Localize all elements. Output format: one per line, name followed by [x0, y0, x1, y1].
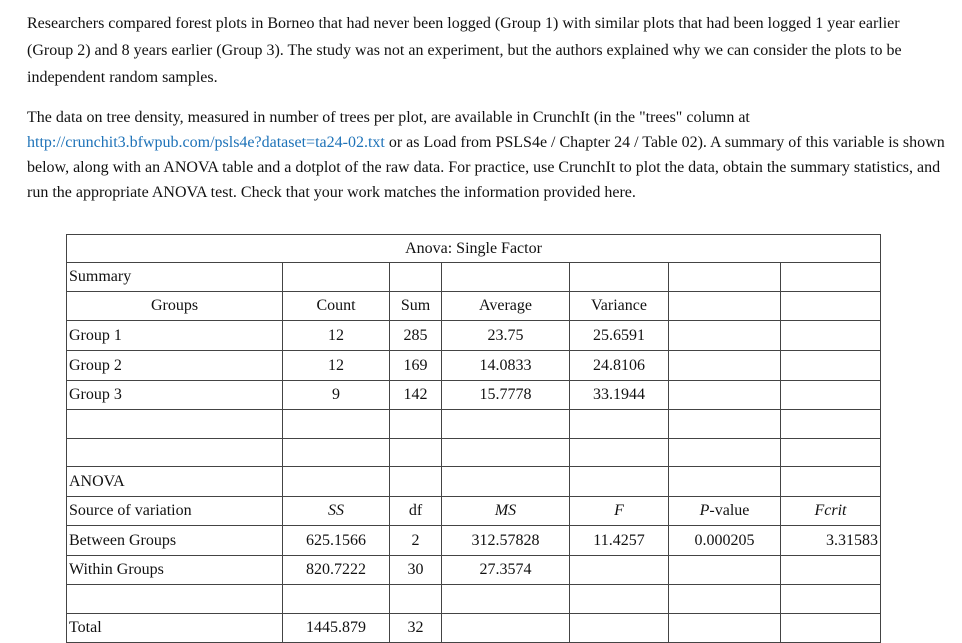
group-variance: 33.1944: [570, 381, 669, 410]
between-f: 11.4257: [570, 526, 669, 556]
sum-header: Sum: [390, 292, 442, 321]
group-name: Group 2: [67, 351, 283, 381]
anova-label-row: [67, 467, 881, 497]
anova-table: [66, 234, 881, 643]
within-ms: 27.3574: [442, 556, 570, 585]
count-header: Count: [283, 292, 390, 321]
f-header: F: [614, 502, 624, 519]
group-count: 12: [283, 351, 390, 381]
table-title-row: [67, 235, 881, 263]
df-header: df: [390, 497, 442, 526]
group-variance: 24.8106: [570, 351, 669, 381]
anova-header-row: [67, 497, 881, 526]
summary-label-row: [67, 263, 881, 292]
source-header: Source of variation: [67, 497, 283, 526]
between-p: 0.000205: [669, 526, 781, 556]
between-ms: 312.57828: [442, 526, 570, 556]
fcrit-header: Fcrit: [814, 502, 847, 519]
data-paragraph: [27, 105, 947, 205]
group-average: 23.75: [442, 321, 570, 351]
p-header-rest: -value: [709, 502, 750, 519]
table-row: [67, 321, 881, 351]
group-name: Group 3: [67, 381, 283, 410]
group-count: 12: [283, 321, 390, 351]
group-average: 14.0833: [442, 351, 570, 381]
within-df: 30: [390, 556, 442, 585]
average-header: Average: [442, 292, 570, 321]
table-row: [67, 556, 881, 585]
within-ss: 820.7222: [283, 556, 390, 585]
group-count: 9: [283, 381, 390, 410]
anova-label: ANOVA: [67, 467, 283, 497]
ss-header: SS: [328, 502, 344, 519]
group-sum: 285: [390, 321, 442, 351]
empty-row: [67, 410, 881, 439]
table-row: [67, 381, 881, 410]
table-row: [67, 351, 881, 381]
within-label: Within Groups: [67, 556, 283, 585]
variance-header: Variance: [570, 292, 669, 321]
total-label: Total: [67, 614, 283, 643]
p-value-header: [669, 497, 781, 526]
ms-header: MS: [494, 502, 517, 519]
summary-header-row: [67, 292, 881, 321]
intro-paragraph: Researchers compared forest plots in Borneo that had never been logged (Group 1) with similar plots that had been logged 1 year earlier (Group 2) and 8 years earlier (Group 3). The study was not an experiment, but the authors explained why we can consider the plots to be independent random samples.: [27, 15, 902, 86]
table-title: Anova: Single Factor: [67, 235, 881, 263]
between-label: Between Groups: [67, 526, 283, 556]
empty-row: [67, 585, 881, 614]
groups-header: Groups: [67, 292, 283, 321]
group-average: 15.7778: [442, 381, 570, 410]
summary-label: Summary: [67, 263, 283, 292]
empty-row: [67, 439, 881, 467]
p-header-italic: P: [699, 502, 710, 519]
group-sum: 169: [390, 351, 442, 381]
table-row: [67, 614, 881, 643]
between-fcrit: 3.31583: [781, 526, 881, 556]
table-row: [67, 526, 881, 556]
between-df: 2: [390, 526, 442, 556]
group-name: Group 1: [67, 321, 283, 351]
total-ss: 1445.879: [283, 614, 390, 643]
dataset-link[interactable]: http://crunchit3.bfwpub.com/psls4e?dataset=ta24-02.txt: [27, 134, 385, 151]
group-variance: 25.6591: [570, 321, 669, 351]
total-df: 32: [390, 614, 442, 643]
group-sum: 142: [390, 381, 442, 410]
data-paragraph-start: The data on tree density, measured in number of trees per plot, are available in CrunchIt (in the "trees" column at: [27, 109, 750, 126]
between-ss: 625.1566: [283, 526, 390, 556]
problem-text: [27, 10, 947, 219]
data-paragraph-end: or as Load from PSLS4e / Chapter 24 / Table 02). A summary of this variable is shown below, along with an ANOVA table and a dotplot of the raw data. For practice, use CrunchIt to plot the data, obtain the summary statistics, and run the appropriate ANOVA test. Check that your work matches the information provided here.: [27, 134, 945, 201]
